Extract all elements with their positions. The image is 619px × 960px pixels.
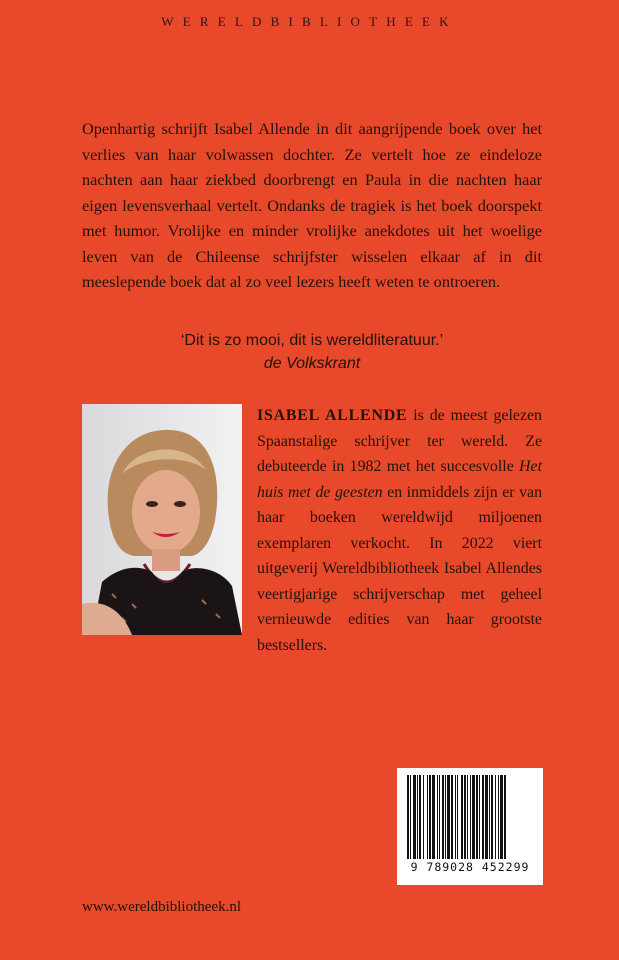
barcode-bar (470, 775, 471, 859)
author-bio-text-2: en inmiddels zijn er van haar boeken wereldwijd miljoenen exemplaren verkocht. In 2022 viert uitgeverij Wereldbibliotheek Isabel Allendes veertigjarige schrijverschap met geheel vernieuwde edities van haar grootste bestsellers. (257, 483, 543, 654)
barcode-bar (491, 775, 493, 859)
barcode-bar (429, 775, 431, 859)
barcode-bar (455, 775, 456, 859)
book-title: Het huis met de geesten (257, 458, 542, 501)
barcode-bar (439, 775, 440, 859)
barcode-bar (498, 775, 499, 859)
author-photo (82, 404, 242, 635)
barcode-bars (407, 775, 533, 859)
barcode-bar (417, 775, 418, 859)
barcode-bar (504, 775, 506, 859)
barcode-bar (451, 775, 453, 859)
barcode-bar (419, 775, 421, 859)
barcode-bar (432, 775, 435, 859)
barcode-bar (482, 775, 484, 859)
author-bio (257, 403, 542, 658)
review-quote-block (82, 329, 542, 375)
barcode-bar (485, 775, 488, 859)
barcode-bar (445, 775, 446, 859)
barcode-bar (461, 775, 463, 859)
barcode-bar (495, 775, 496, 859)
barcode-bar (442, 775, 444, 859)
review-source: de Volkskrant (263, 355, 361, 372)
barcode-bar (476, 775, 478, 859)
barcode-bar (500, 775, 503, 859)
barcode-bar (472, 775, 475, 859)
author-name: ISABEL ALLENDE (257, 407, 408, 424)
review-quote: ‘Dit is zo mooi, dit is wereldliteratuur.’ (180, 332, 444, 349)
isbn-number: 9 789028 452299 (410, 860, 530, 874)
back-cover-blurb: Openhartig schrijft Isabel Allende in dit aangrijpende boek over het verlies van haar volwassen dochter. Ze vertelt hoe ze eindeloze nachten aan haar ziekbed doorbrengt en Paula in die nachten haar eigen levensverhaal vertelt. Ondanks de tragiek is het boek doorspekt met humor. Vrolijke en minder vrolijke anekdotes uit het woelige leven van de Chileense schrijfster wisselen elkaar af in dit meeslepende boek dat al zo veel lezers heeft weten te ontroeren. (82, 119, 542, 291)
barcode-bar (464, 775, 466, 859)
barcode-bar (489, 775, 490, 859)
barcode-bar (410, 775, 411, 859)
barcode-bar (437, 775, 438, 859)
barcode (397, 768, 543, 885)
barcode-bar (467, 775, 468, 859)
barcode-bar (447, 775, 450, 859)
barcode-bar (407, 775, 409, 859)
publisher-website: www.wereldbibliotheek.nl (82, 899, 241, 915)
barcode-bar (457, 775, 458, 859)
barcode-bar (423, 775, 424, 859)
barcode-bar (427, 775, 428, 859)
barcode-bar (413, 775, 416, 859)
publisher-name: WERELDBIBLIOTHEEK (161, 14, 458, 29)
barcode-bar (479, 775, 480, 859)
author-bio-text-1: is de meest gelezen Spaanstalige schrijver ter wereld. Ze debuteerde in 1982 met het succesvolle (257, 407, 542, 475)
